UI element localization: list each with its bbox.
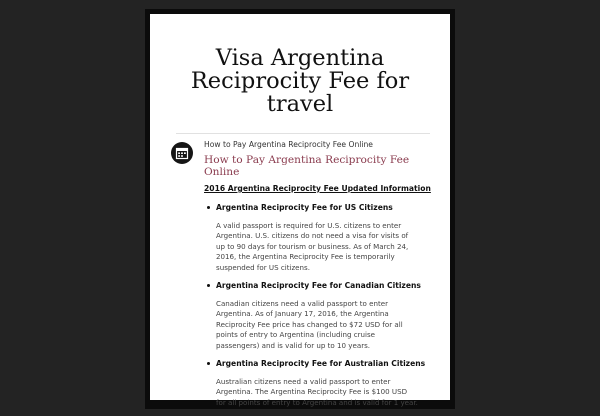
post-content (204, 184, 436, 416)
breadcrumb[interactable]: How to Pay Argentina Reciprocity Fee Online (204, 140, 373, 149)
text-line: Canadian citizens need a valid passport to enter (216, 299, 389, 309)
text-line: up to 90 days for tourism or business. As of March 24, (216, 241, 409, 251)
list-item (204, 203, 436, 273)
bullet (207, 206, 210, 209)
text-line: 2016, the Argentina Reciprocity Fee is temporarily (216, 252, 395, 262)
bullet (207, 362, 210, 365)
text-line: for all points of entry to Argentina and is valid for 1 year. (216, 397, 418, 407)
text-line: Argentina. U.S. citizens do not need a visa for visits of (216, 231, 409, 241)
text-line: points of entry to Argentina (including cruise (216, 330, 376, 340)
page-container (150, 14, 450, 407)
text-line: Australian citizens need a valid passport to enter (216, 377, 391, 387)
site-title[interactable] (150, 47, 450, 116)
header-divider (176, 133, 430, 134)
site-title-line: Visa Argentina (215, 45, 385, 71)
text-line: suspended for US citizens. (216, 262, 310, 272)
text-line: Argentina. As of January 17, 2016, the Argentina (216, 309, 389, 319)
text-line: Reciprocity Fee price has changed to $72 USD for all (216, 319, 403, 329)
calendar-icon (171, 142, 193, 164)
site-title-line: Reciprocity Fee for (190, 68, 410, 94)
calendar-glyph (176, 147, 188, 159)
text-line: A valid passport is required for U.S. citizens to enter (216, 221, 402, 230)
list-item (204, 281, 436, 351)
section-heading: 2016 Argentina Reciprocity Fee Updated Information (204, 184, 431, 193)
text-line: passengers) and is valid for up to 10 years. (216, 340, 371, 350)
site-title-line: travel (266, 91, 334, 117)
list-item-title: Argentina Reciprocity Fee for Canadian Citizens (216, 281, 421, 291)
list-item-title: Argentina Reciprocity Fee for Australian Citizens (216, 359, 426, 369)
list-item (204, 359, 436, 408)
post-title-line: Online (204, 166, 240, 178)
list-item-text (216, 299, 436, 351)
list-item-text (216, 221, 436, 273)
post-title-line: How to Pay Argentina Reciprocity Fee (204, 154, 410, 166)
text-line: Argentina. The Argentina Reciprocity Fee is $100 USD (216, 387, 408, 397)
list-item-title: Argentina Reciprocity Fee for US Citizens (216, 203, 393, 212)
bullet (207, 284, 210, 287)
post-title[interactable] (204, 154, 414, 178)
list-item-text (216, 377, 436, 408)
